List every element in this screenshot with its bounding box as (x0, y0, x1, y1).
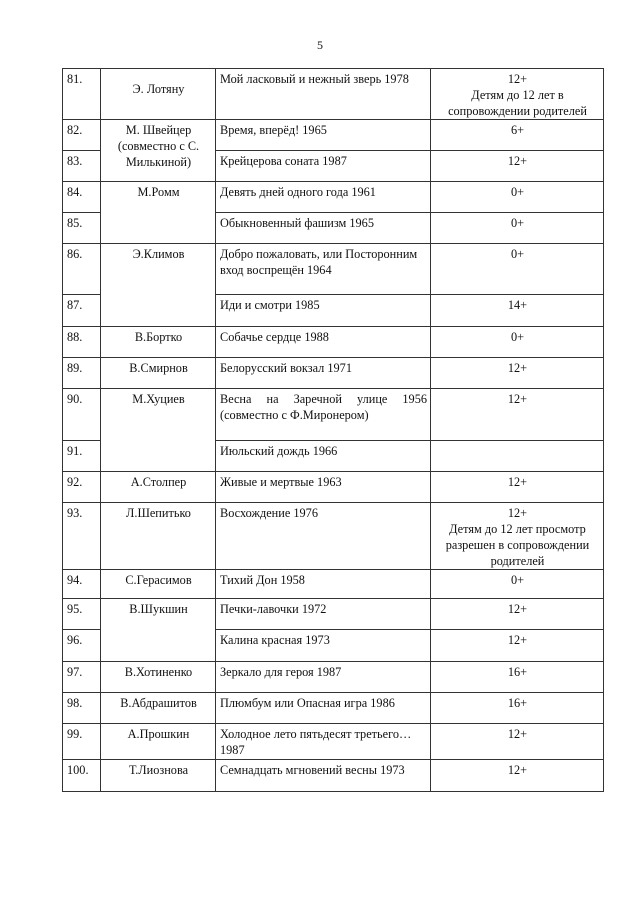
table-row (63, 358, 604, 389)
age-rating: 12+ (507, 506, 528, 520)
row-number: 92. (63, 472, 101, 503)
page-number: 5 (317, 38, 323, 52)
table-row (63, 760, 604, 792)
age-rating: 12+ (431, 630, 604, 662)
age-rating: 0+ (431, 244, 604, 295)
film-title: Белорусский вокзал 1971 (216, 358, 431, 389)
age-rating: 12+ (431, 358, 604, 389)
director-name: А.Прошкин (101, 724, 216, 760)
film-title: Зеркало для героя 1987 (216, 662, 431, 693)
row-number: 97. (63, 662, 101, 693)
row-number: 86. (63, 244, 101, 295)
age-rating: 12+ (431, 760, 604, 792)
film-title: Собачье сердце 1988 (216, 327, 431, 358)
table-row (63, 693, 604, 724)
director-name: Э.Климов (101, 244, 216, 327)
table-row (63, 182, 604, 213)
row-number: 89. (63, 358, 101, 389)
table-row (63, 570, 604, 599)
director-name: В.Смирнов (101, 358, 216, 389)
age-rating: 16+ (431, 693, 604, 724)
director-name: Э. Лотяну (132, 82, 185, 96)
film-title: Добро пожаловать, или Посторонним вход воспрещён 1964 (216, 244, 431, 295)
age-rating: 12+ (431, 389, 604, 441)
film-title: Живые и мертвые 1963 (216, 472, 431, 503)
director-name: В.Шукшин (101, 599, 216, 662)
film-title: Июльский дождь 1966 (216, 441, 431, 472)
row-number: 98. (63, 693, 101, 724)
director-name: Л.Шепитько (101, 503, 216, 570)
film-title: Крейцерова соната 1987 (216, 151, 431, 182)
film-title: Время, вперёд! 1965 (216, 120, 431, 151)
age-rating: 0+ (431, 570, 604, 599)
table-row (63, 724, 604, 760)
table-row (63, 503, 604, 570)
table-row (63, 120, 604, 151)
row-number: 93. (63, 503, 101, 570)
row-number: 96. (63, 630, 101, 662)
director-name: М.Ромм (101, 182, 216, 244)
age-rating (431, 441, 604, 472)
film-title: Иди и смотри 1985 (216, 295, 431, 327)
row-number: 85. (63, 213, 101, 244)
table-row (63, 472, 604, 503)
table-row (63, 69, 604, 120)
age-rating: 14+ (431, 295, 604, 327)
age-rating: 12+ (431, 472, 604, 503)
film-title: Обыкновенный фашизм 1965 (216, 213, 431, 244)
film-title: Тихий Дон 1958 (216, 570, 431, 599)
row-number: 88. (63, 327, 101, 358)
age-note: Детям до 12 лет просмотр разрешен в сопровождении родителей (445, 522, 590, 568)
age-note: Детям до 12 лет в сопровождении родителей (448, 88, 587, 118)
table-row (63, 244, 604, 295)
row-number: 90. (63, 389, 101, 441)
age-cell (431, 503, 604, 570)
director-name: В.Абдрашитов (101, 693, 216, 724)
film-title: Плюмбум или Опасная игра 1986 (216, 693, 431, 724)
film-title: Калина красная 1973 (216, 630, 431, 662)
row-number: 83. (63, 151, 101, 182)
director-name: Т.Лиознова (101, 760, 216, 792)
film-title: Восхождение 1976 (216, 503, 431, 570)
row-number: 84. (63, 182, 101, 213)
age-rating: 6+ (431, 120, 604, 151)
film-title: Мой ласковый и нежный зверь 1978 (216, 69, 431, 120)
director-cell (101, 69, 216, 120)
age-rating: 0+ (431, 327, 604, 358)
film-title: Девять дней одного года 1961 (216, 182, 431, 213)
film-title: Семнадцать мгновений весны 1973 (216, 760, 431, 792)
table-row (63, 599, 604, 630)
director-name: С.Герасимов (101, 570, 216, 599)
director-name: М. Швейцер (совместно с С. Милькиной) (101, 120, 216, 182)
table-row (63, 662, 604, 693)
film-title: Весна на Заречной улице 1956 (совместно с Ф.Миронером) (216, 389, 431, 441)
director-name: В.Бортко (101, 327, 216, 358)
age-cell (431, 69, 604, 120)
row-number: 95. (63, 599, 101, 630)
row-number: 100. (63, 760, 101, 792)
table-row (63, 389, 604, 441)
age-rating: 12+ (431, 724, 604, 760)
film-title: Холодное лето пятьдесят третьего…1987 (216, 724, 431, 760)
film-title: Печки-лавочки 1972 (216, 599, 431, 630)
director-name: А.Столпер (101, 472, 216, 503)
age-rating: 12+ (507, 72, 528, 86)
row-number: 81. (63, 69, 101, 120)
film-table (62, 68, 604, 792)
row-number: 82. (63, 120, 101, 151)
age-rating: 0+ (431, 213, 604, 244)
age-rating: 12+ (431, 151, 604, 182)
age-rating: 16+ (431, 662, 604, 693)
row-number: 91. (63, 441, 101, 472)
row-number: 87. (63, 295, 101, 327)
row-number: 94. (63, 570, 101, 599)
age-rating: 0+ (431, 182, 604, 213)
age-rating: 12+ (431, 599, 604, 630)
director-name: В.Хотиненко (101, 662, 216, 693)
row-number: 99. (63, 724, 101, 760)
table-row (63, 327, 604, 358)
director-name: М.Хуциев (101, 389, 216, 472)
